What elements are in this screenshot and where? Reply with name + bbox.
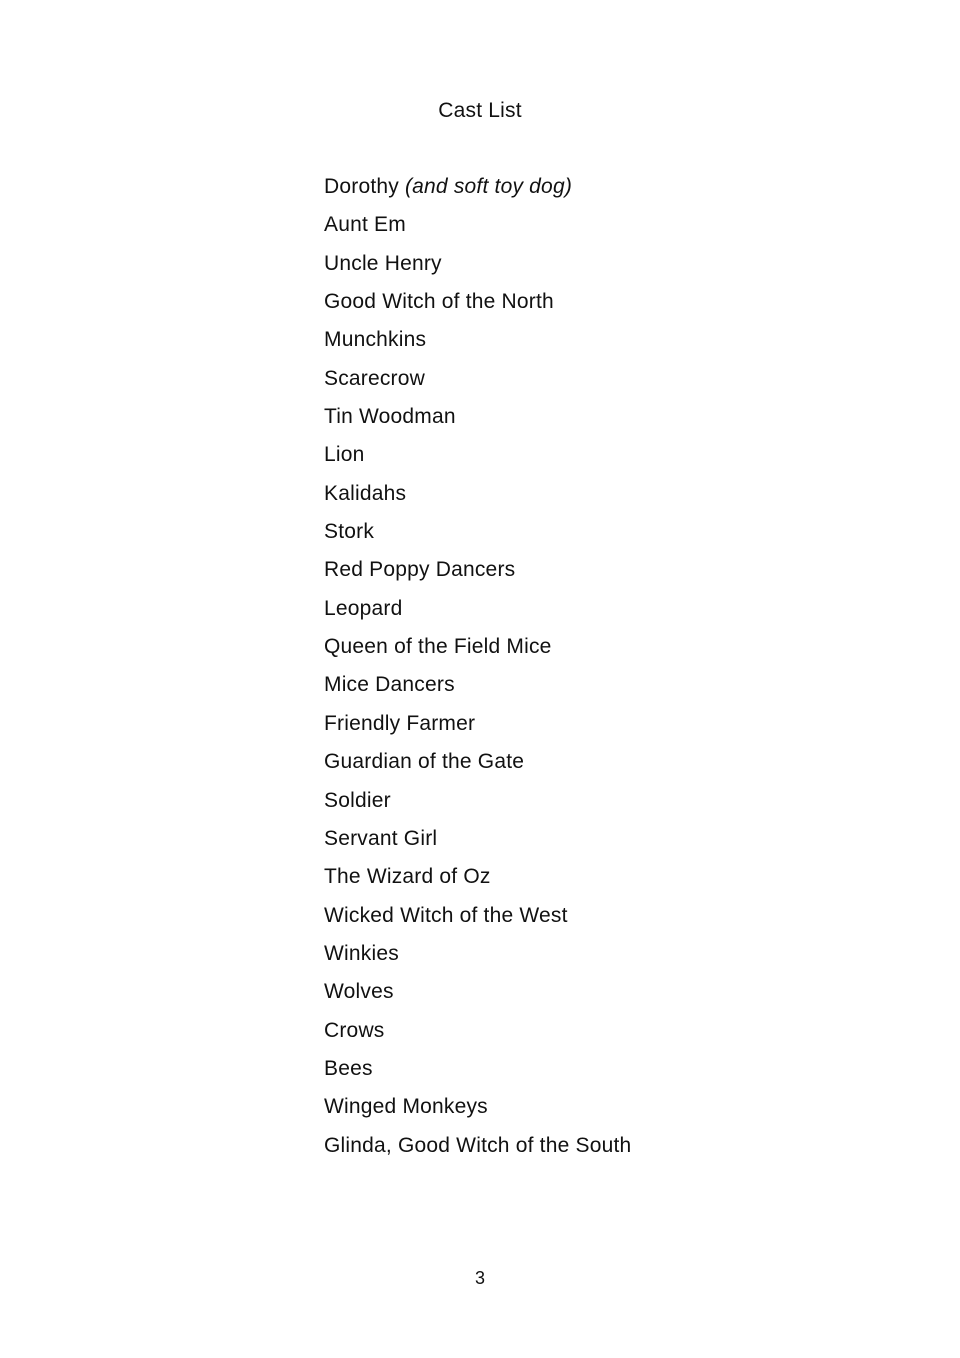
cast-list-item bbox=[324, 170, 631, 208]
cast-role: Mice Dancers bbox=[324, 673, 455, 697]
cast-role: The Wizard of Oz bbox=[324, 865, 491, 889]
cast-role: Soldier bbox=[324, 788, 391, 812]
cast-role: Crows bbox=[324, 1018, 385, 1042]
cast-role: Good Witch of the North bbox=[324, 290, 554, 314]
cast-list-item bbox=[324, 899, 631, 937]
cast-role: Tin Woodman bbox=[324, 405, 456, 429]
cast-role: Winged Monkeys bbox=[324, 1095, 488, 1119]
cast-list bbox=[324, 170, 631, 1167]
cast-list-item bbox=[324, 285, 631, 323]
cast-list-item bbox=[324, 1129, 631, 1167]
cast-role: Wicked Witch of the West bbox=[324, 903, 568, 927]
cast-list-item bbox=[324, 400, 631, 438]
cast-list-item bbox=[324, 592, 631, 630]
cast-list-item bbox=[324, 438, 631, 476]
cast-list-item bbox=[324, 208, 631, 246]
cast-list-item bbox=[324, 477, 631, 515]
cast-role: Servant Girl bbox=[324, 826, 438, 850]
cast-role: Guardian of the Gate bbox=[324, 750, 525, 774]
cast-role: Scarecrow bbox=[324, 366, 425, 390]
cast-list-item bbox=[324, 247, 631, 285]
cast-list-item bbox=[324, 553, 631, 591]
cast-list-item bbox=[324, 323, 631, 361]
cast-role: Uncle Henry bbox=[324, 251, 442, 275]
cast-role: Glinda, Good Witch of the South bbox=[324, 1133, 632, 1157]
cast-role: Munchkins bbox=[324, 328, 427, 352]
cast-list-item bbox=[324, 745, 631, 783]
cast-list-item bbox=[324, 784, 631, 822]
cast-list-item bbox=[324, 860, 631, 898]
cast-role: Stork bbox=[324, 520, 375, 544]
cast-list-item bbox=[324, 362, 631, 400]
cast-role-note: (and soft toy dog) bbox=[404, 175, 573, 198]
cast-list-item bbox=[324, 1090, 631, 1128]
cast-role: Kalidahs bbox=[324, 481, 407, 505]
cast-role: Friendly Farmer bbox=[324, 711, 476, 735]
cast-list-item bbox=[324, 668, 631, 706]
cast-role: Red Poppy Dancers bbox=[324, 558, 516, 582]
cast-list-item bbox=[324, 707, 631, 745]
cast-role: Wolves bbox=[324, 980, 394, 1004]
cast-role: Aunt Em bbox=[324, 213, 406, 237]
cast-list-item bbox=[324, 937, 631, 975]
cast-role: Dorothy bbox=[324, 175, 399, 198]
cast-list-item bbox=[324, 822, 631, 860]
cast-list-item bbox=[324, 1014, 631, 1052]
page-title: Cast List bbox=[438, 99, 522, 122]
cast-role: Winkies bbox=[324, 941, 399, 965]
cast-role: Leopard bbox=[324, 596, 403, 620]
cast-role: Bees bbox=[324, 1056, 373, 1080]
cast-list-item bbox=[324, 975, 631, 1013]
cast-list-item bbox=[324, 1052, 631, 1090]
cast-list-item bbox=[324, 515, 631, 553]
cast-role: Queen of the Field Mice bbox=[324, 635, 552, 659]
cast-role: Lion bbox=[324, 443, 365, 467]
page-number: 3 bbox=[474, 1268, 485, 1288]
cast-list-item bbox=[324, 630, 631, 668]
